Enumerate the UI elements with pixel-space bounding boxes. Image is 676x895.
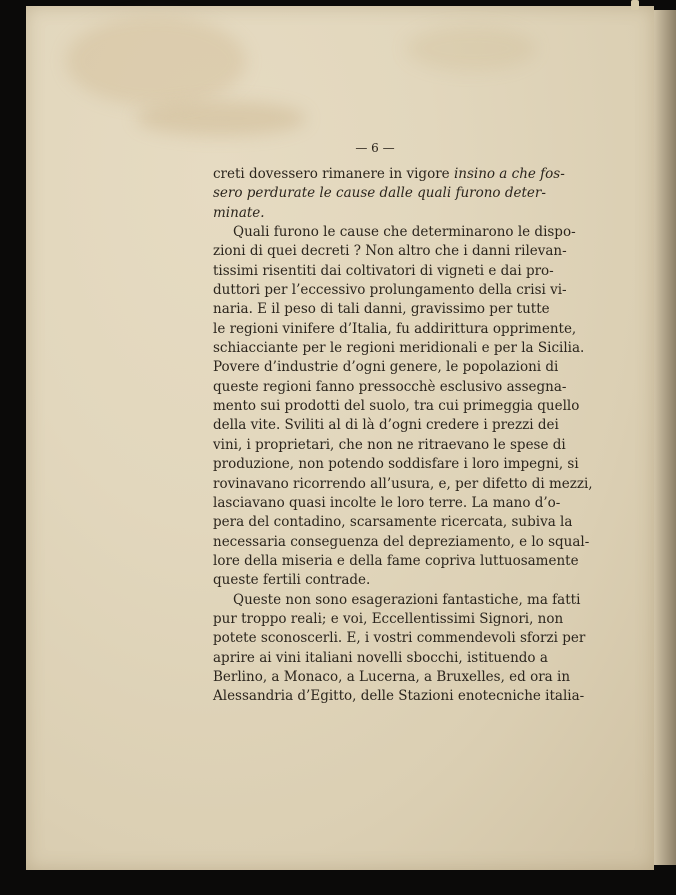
text-segment: tissimi risentiti dai coltivatori di vigneti e dai pro- <box>213 262 554 279</box>
text-line <box>213 475 593 494</box>
text-line <box>213 591 581 610</box>
paper-stain <box>136 101 306 136</box>
text-line <box>213 358 559 377</box>
text-segment: queste fertili contrade. <box>213 572 371 589</box>
text-line <box>213 223 576 242</box>
text-segment: Alessandria d’Egitto, delle Stazioni enotecniche italia- <box>213 688 585 705</box>
text-segment: lasciavano quasi incolte le loro terre. La mano d’o- <box>213 494 561 511</box>
text-segment: le regioni vinifere d’Italia, fu addirittura opprimente, <box>213 320 577 337</box>
text-line <box>213 513 573 532</box>
italic-text: insino a che fos- <box>453 166 565 182</box>
text-line <box>213 300 550 319</box>
text-line <box>213 533 590 552</box>
text-segment: Quali furono le cause che determinarono le dispo- <box>233 224 576 241</box>
text-segment: naria. E il peso di tali danni, gravissimo per tutte <box>213 301 550 318</box>
text-line <box>213 629 586 648</box>
text-segment: Povere d’industrie d’ogni genere, le popolazioni di <box>213 359 559 376</box>
text-segment: Queste non sono esagerazioni fantastiche, ma fatti <box>233 591 581 608</box>
text-line <box>213 165 565 184</box>
text-line <box>213 416 559 435</box>
text-segment: duttori per l’eccessivo prolungamento della crisi vi- <box>213 282 567 299</box>
text-line <box>213 687 585 706</box>
text-segment: schiacciante per le regioni meridionali e per la Sicilia. <box>213 340 585 357</box>
text-segment: creti dovessero rimanere in vigore <box>213 166 454 182</box>
text-line <box>213 262 554 281</box>
text-segment: della vite. Sviliti al di là d’ogni credere i prezzi dei <box>213 417 559 434</box>
paper-stain <box>66 16 246 106</box>
text-line <box>213 281 567 300</box>
text-line <box>213 320 577 339</box>
text-segment: queste regioni fanno pressocchè esclusivo assegna- <box>213 378 567 395</box>
italic-text: minate. <box>213 204 265 221</box>
text-segment: pera del contadino, scarsamente ricercata, subiva la <box>213 514 573 531</box>
text-segment: rovinavano ricorrendo all’usura, e, per difetto di mezzi, <box>213 475 593 492</box>
text-line <box>213 649 548 668</box>
page-corner-tab <box>631 0 639 10</box>
text-line <box>213 455 579 474</box>
text-segment: pur troppo reali; e voi, Eccellentissimi Signori, non <box>213 610 564 627</box>
text-segment: lore della miseria e della fame copriva luttuosamente <box>213 552 579 569</box>
page-number: — 6 — <box>355 141 395 155</box>
text-line <box>213 552 579 571</box>
text-line <box>213 668 571 687</box>
text-line <box>213 494 561 513</box>
text-line <box>213 378 567 397</box>
text-line <box>213 610 564 629</box>
text-line <box>213 436 566 455</box>
text-segment: mento sui prodotti del suolo, tra cui primeggia quello <box>213 398 580 415</box>
text-line <box>213 184 546 203</box>
text-segment: produzione, non potendo soddisfare i loro impegni, si <box>213 456 579 473</box>
text-line <box>213 397 580 416</box>
text-line <box>213 242 567 261</box>
italic-text: sero perdurate le cause dalle quali furono deter- <box>213 185 546 202</box>
text-line <box>213 339 585 358</box>
paper-stain <box>406 26 536 71</box>
text-segment: zioni di quei decreti ? Non altro che i danni rilevan- <box>213 243 567 260</box>
text-segment: vini, i proprietari, che non ne ritraevano le spese di <box>213 436 566 453</box>
text-segment: necessaria conseguenza del depreziamento, e lo squal- <box>213 533 590 550</box>
text-line <box>213 571 540 590</box>
text-segment: potete sconoscerli. E, i vostri commendevoli sforzi per <box>213 630 586 647</box>
body-text <box>213 165 593 707</box>
text-segment: Berlino, a Monaco, a Lucerna, a Bruxelles, ed ora in <box>213 668 571 685</box>
text-line <box>213 204 540 223</box>
text-segment: aprire ai vini italiani novelli sbocchi, istituendo a <box>213 649 548 666</box>
